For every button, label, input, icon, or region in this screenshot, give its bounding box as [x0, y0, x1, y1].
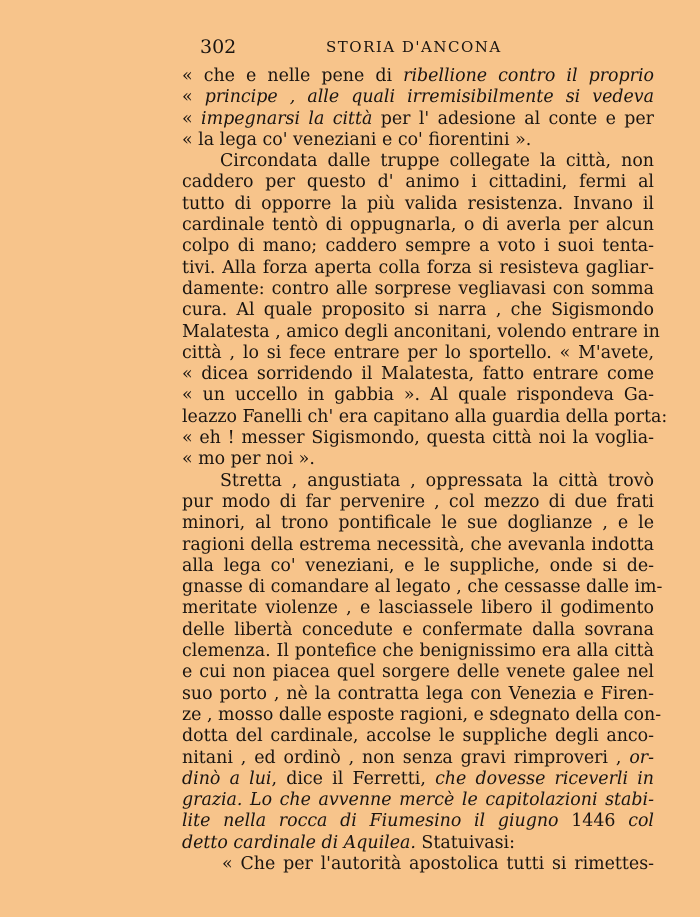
text-run: meritate violenze , e lasciassele libero il godimento: [182, 598, 654, 619]
text-run: 1446: [558, 811, 629, 832]
text-line: [182, 172, 654, 193]
text-run: clemenza. Il pontefice che benignissimo era alla città: [182, 641, 654, 662]
page-number: 302: [200, 36, 237, 58]
text-run: « la lega co' veneziani e co' fiorentini ».: [182, 129, 532, 150]
text-run: Malatesta , amico degli anconitani, volendo entrare in: [182, 321, 660, 342]
text-line: [182, 194, 654, 215]
text-run: « che e nelle pene di: [182, 66, 404, 86]
text-line: [182, 385, 654, 406]
text-run: « mo per noi ».: [182, 449, 315, 470]
text-run: , dice il Ferretti,: [271, 768, 436, 789]
text-line: [182, 704, 662, 726]
text-line: [182, 769, 654, 790]
text-line: [182, 598, 654, 619]
text-run: cura. Al quale proposito si narra , che Sigismondo: [182, 300, 654, 321]
text-line: [182, 151, 654, 172]
text-run: cardinale tentò di oppugnarla, o di averla per alcun: [182, 215, 654, 236]
text-line: [182, 684, 654, 705]
text-line: [182, 556, 654, 577]
text-run: col: [628, 811, 654, 832]
text-run: Statuivasi:: [415, 832, 515, 853]
book-page: [182, 36, 668, 875]
text-run: pur modo di far pervenire , col mezzo di due frati: [182, 491, 654, 512]
text-run: nitani , ed ordinò , non senza gravi rimproveri ,: [182, 747, 630, 768]
text-line: [182, 66, 654, 87]
text-line: [182, 641, 654, 662]
text-line: [182, 471, 654, 492]
text-line: [182, 449, 654, 470]
text-line: [182, 535, 654, 556]
text-run: Stretta , angustiata , oppressata la città trovò: [220, 470, 654, 491]
text-run: principe , alle quali irremisibilmente si vedeva: [204, 87, 654, 108]
text-line: [182, 258, 654, 279]
text-line: [182, 854, 654, 875]
text-line: [182, 833, 654, 854]
text-line: [182, 343, 654, 364]
text-run: leazzo Fanelli ch' era capitano alla guardia della porta:: [182, 406, 668, 427]
text-run: damente: contro alle sorprese vegliavasi con somma: [182, 278, 654, 299]
text-line: [182, 620, 654, 641]
text-line: [182, 215, 654, 236]
text-run: «: [182, 108, 202, 129]
text-line: [182, 236, 654, 257]
text-line: [182, 726, 654, 747]
text-line: [182, 577, 663, 598]
text-run: gnasse di comandare al legato , che cessasse dalle im-: [182, 577, 663, 598]
text-run: colpo di mano; caddero sempre a voto i suoi tenta-: [182, 236, 654, 257]
text-run: «: [182, 87, 205, 108]
body-text: [182, 66, 668, 875]
text-run: ze , mosso dalle esposte ragioni, e sdegnato della con-: [182, 704, 662, 725]
text-run: suo porto , nè la contratta lega con Venezia e Firen-: [182, 683, 654, 704]
text-run: « eh ! messer Sigismondo, questa città noi la voglia-: [182, 428, 654, 449]
text-run: e cui non piacea quel sorgere delle venete galee nel: [182, 662, 654, 683]
text-run: « Che per l'autorità apostolica tutti si rimettes-: [222, 853, 654, 874]
text-line: [182, 790, 654, 811]
text-run: delle libertà concedute e confermate dalla sovrana: [182, 619, 654, 640]
text-run: tivi. Alla forza aperta colla forza si resisteva gagliar-: [182, 257, 654, 278]
text-run: « dicea sorridendo il Malatesta, fatto entrare come: [182, 364, 654, 385]
text-run: città , lo si fece entrare per lo sportello. « M'avete,: [182, 342, 654, 363]
text-run: detto cardinale di Aquilea.: [182, 832, 416, 853]
text-run: « un uccello in gabbia ». Al quale rispondeva Ga-: [182, 385, 654, 406]
text-run: grazia. Lo che avvenne mercè le capitolazioni stabi-: [182, 790, 654, 811]
text-run: caddero per questo d' animo i cittadini, fermi al: [182, 172, 654, 193]
text-line: [182, 87, 654, 108]
running-title: STORIA D'ANCONA: [326, 38, 502, 56]
text-line: [182, 428, 654, 449]
text-run: or-: [629, 747, 654, 768]
page-header: [182, 36, 654, 66]
text-run: alla lega co' veneziani, e le suppliche, onde si de-: [182, 555, 654, 576]
text-line: [182, 406, 668, 428]
text-line: [182, 513, 654, 534]
text-line: [182, 662, 654, 683]
text-run: impegnarsi la città: [201, 108, 373, 129]
text-run: dotta del cardinale, accolse le suppliche degli anco-: [182, 726, 654, 747]
text-line: [182, 130, 654, 151]
text-run: ribellione contro il proprio: [403, 66, 654, 86]
text-run: lite nella rocca di Fiumesino il giugno: [182, 811, 559, 832]
text-line: [182, 748, 654, 769]
text-line: [182, 811, 654, 832]
text-line: [182, 321, 660, 343]
text-run: per l' adesione al conte e per: [372, 108, 654, 129]
text-run: che dovesse riceverli in: [435, 768, 654, 789]
text-line: [182, 279, 654, 300]
text-run: dinò a lui: [182, 768, 272, 789]
text-run: Circondata dalle truppe collegate la città, non: [220, 151, 654, 172]
text-run: ragioni della estrema necessità, che avevanla indotta: [182, 534, 654, 555]
text-line: [182, 109, 654, 130]
text-line: [182, 300, 654, 321]
text-line: [182, 364, 654, 385]
text-line: [182, 492, 654, 513]
text-run: minori, al trono pontificale le sue doglianze , e le: [182, 513, 654, 534]
text-run: tutto di opporre la più valida resistenza. Invano il: [182, 193, 654, 214]
